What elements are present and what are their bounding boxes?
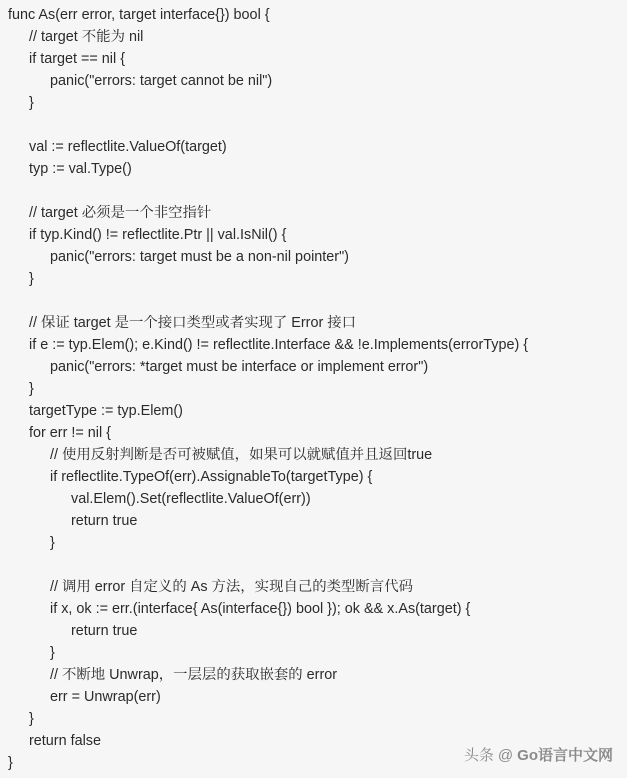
- code-line-15: // 保证 target 是一个接口类型或者实现了 Error 接口: [29, 315, 357, 331]
- code-line-24: return true: [71, 513, 138, 529]
- code-line-26: [0, 554, 627, 576]
- code-line-29: return true: [71, 623, 138, 639]
- code-line-3: if target == nil {: [29, 51, 125, 67]
- code-line-1: func As(err error, target interface{}) bool {: [8, 7, 270, 23]
- code-line-14: [0, 290, 627, 312]
- code-line-34: return false: [29, 733, 101, 749]
- code-line-20: for err != nil {: [29, 425, 111, 441]
- code-line-2: // target 不能为 nil: [29, 29, 144, 45]
- code-line-30: }: [50, 645, 55, 661]
- code-line-31: // 不断地 Unwrap，一层层的获取嵌套的 error: [50, 667, 338, 683]
- code-line-25: }: [50, 535, 55, 551]
- code-line-16: if e := typ.Elem(); e.Kind() != reflectlite.Interface && !e.Implements(errorType) {: [29, 337, 529, 353]
- watermark: [464, 744, 613, 768]
- code-line-4: panic("errors: target cannot be nil"): [50, 73, 273, 89]
- code-line-27: // 调用 error 自定义的 As 方法，实现自己的类型断言代码: [50, 579, 413, 595]
- code-line-8: typ := val.Type(): [29, 161, 132, 177]
- watermark-prefix: 头条: [463, 747, 494, 764]
- code-line-22: if reflectlite.TypeOf(err).AssignableTo(targetType) {: [50, 469, 373, 485]
- code-line-13: }: [29, 271, 34, 287]
- code-line-18: }: [29, 381, 34, 397]
- code-line-12: panic("errors: target must be a non-nil pointer"): [50, 249, 349, 265]
- code-line-33: }: [29, 711, 34, 727]
- code-line-9: [0, 180, 627, 202]
- code-line-21: // 使用反射判断是否可被赋值，如果可以就赋值并且返回true: [50, 447, 433, 463]
- code-line-23: val.Elem().Set(reflectlite.ValueOf(err)): [71, 491, 311, 507]
- code-line-5: }: [29, 95, 34, 111]
- code-line-10: // target 必须是一个非空指针: [29, 205, 212, 221]
- code-line-7: val := reflectlite.ValueOf(target): [29, 139, 227, 155]
- watermark-at: @: [497, 747, 514, 764]
- code-line-28: if x, ok := err.(interface{ As(interface{}) bool }); ok && x.As(target) {: [50, 601, 471, 617]
- code-line-17: panic("errors: *target must be interface or implement error"): [50, 359, 429, 375]
- watermark-brand: Go语言中文网: [517, 747, 613, 764]
- code-line-35: }: [8, 755, 13, 771]
- code-line-11: if typ.Kind() != reflectlite.Ptr || val.IsNil() {: [29, 227, 287, 243]
- code-line-32: err = Unwrap(err): [50, 689, 161, 705]
- code-line-6: [0, 114, 627, 136]
- code-line-19: targetType := typ.Elem(): [29, 403, 183, 419]
